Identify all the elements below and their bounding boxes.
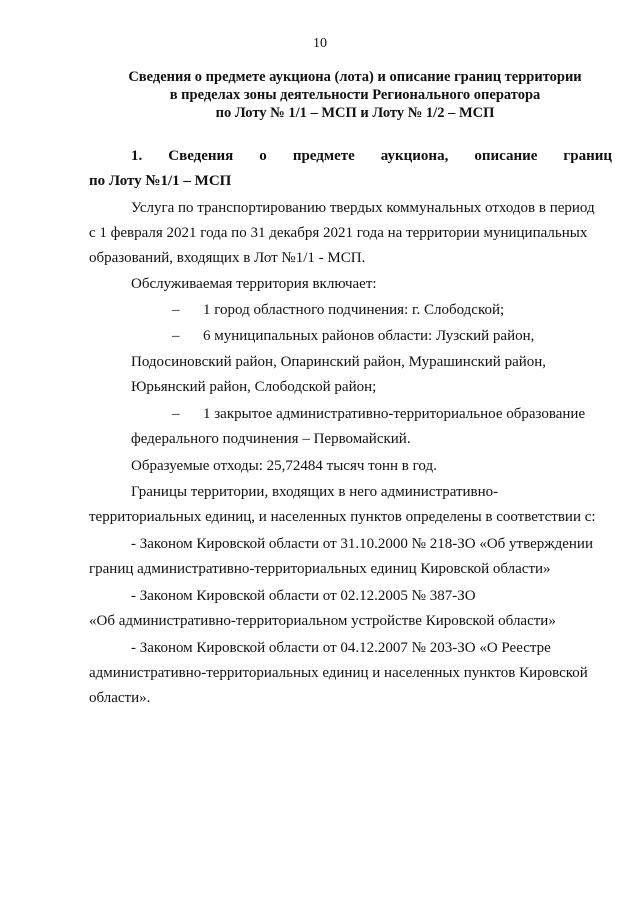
title-line-3: по Лоту № 1/1 – МСП и Лоту № 1/2 – МСП xyxy=(215,105,495,121)
law-3-line-1: - Законом Кировской области от 04.12.2007 № 203-ЗО «О Реестре xyxy=(131,640,551,656)
section-heading-line-2: по Лоту №1/1 – МСП xyxy=(89,173,232,189)
law-3-line-2: административно-территориальных единиц и населенных пунктов Кировской xyxy=(89,665,588,681)
document-title xyxy=(95,68,615,122)
law-1-line-2: границ административно-территориальных единиц Кировской области» xyxy=(89,561,551,577)
list-item-3-line-2: федерального подчинения – Первомайский. xyxy=(131,431,411,447)
law-2-line-1: - Законом Кировской области от 02.12.2005 № 387-ЗО xyxy=(131,588,476,604)
list-item-2-line-2: Подосиновский район, Опаринский район, Мурашинский район, xyxy=(131,354,547,370)
title-line-1: Сведения о предмете аукциона (лота) и описание границ территории xyxy=(128,69,582,85)
list-item-2-line-3: Юрьянский район, Слободской район; xyxy=(131,379,377,395)
paragraph-1-line-2: с 1 февраля 2021 года по 31 декабря 2021 года на территории муниципальных xyxy=(89,225,588,241)
paragraph-3: Образуемые отходы: 25,72484 тысяч тонн в год. xyxy=(131,458,437,474)
section-heading-line-1: 1. Сведения о предмете аукциона, описание границ xyxy=(131,148,612,164)
paragraph-1-line-3: образований, входящих в Лот №1/1 - МСП. xyxy=(89,250,366,266)
law-2-line-2: «Об административно-территориальном устройстве Кировской области» xyxy=(89,613,556,629)
page-number: 10 xyxy=(313,36,327,51)
title-line-2: в пределах зоны деятельности Регионального оператора xyxy=(169,87,541,103)
list-dash-1: – xyxy=(172,302,180,318)
law-1-line-1: - Законом Кировской области от 31.10.2000 № 218-ЗО «Об утверждении xyxy=(131,536,593,552)
law-3-line-3: области». xyxy=(89,690,151,706)
list-item-3-line-1: 1 закрытое административно-территориальное образование xyxy=(203,406,586,422)
list-dash-2: – xyxy=(172,328,180,344)
list-item-2-line-1: 6 муниципальных районов области: Лузский район, xyxy=(203,328,535,344)
list-dash-3: – xyxy=(172,406,180,422)
paragraph-1-line-1: Услуга по транспортированию твердых коммунальных отходов в период xyxy=(131,200,595,216)
paragraph-2: Обслуживаемая территория включает: xyxy=(131,276,377,292)
list-item-1: 1 город областного подчинения: г. Слободской; xyxy=(203,302,505,318)
paragraph-4-line-1: Границы территории, входящих в него административно- xyxy=(131,484,499,500)
paragraph-4-line-2: территориальных единиц, и населенных пунктов определены в соответствии с: xyxy=(89,509,596,525)
